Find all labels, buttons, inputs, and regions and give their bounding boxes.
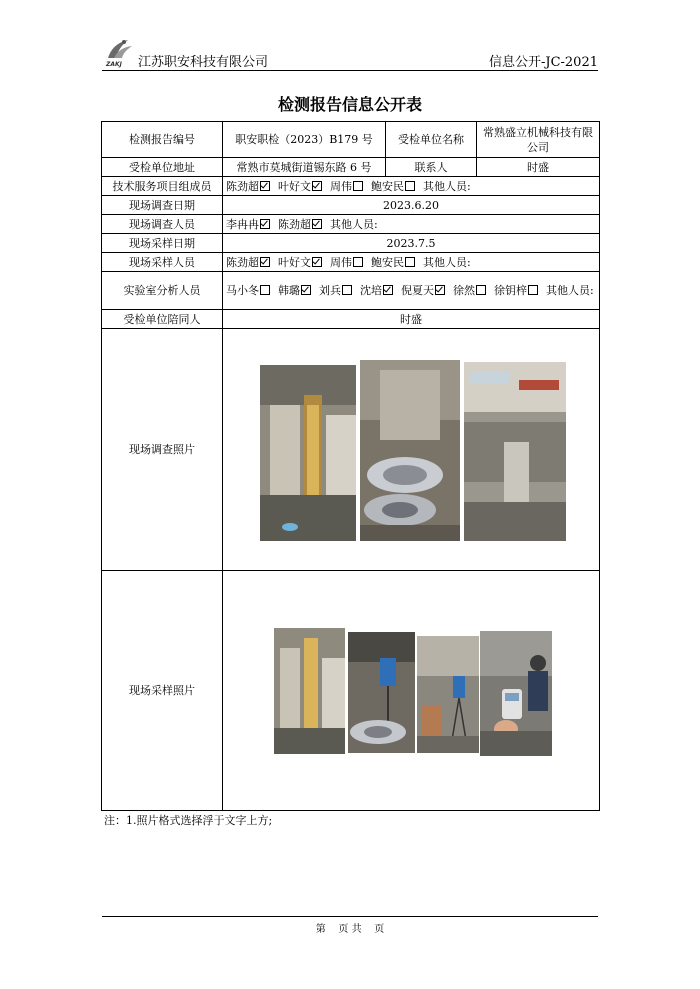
member-name: 周伟 <box>330 179 352 193</box>
survey-photo-workshop <box>464 362 566 541</box>
member-name: 徐然 <box>453 284 475 297</box>
team-members <box>223 177 600 196</box>
unchecked-checkbox[interactable] <box>353 257 363 267</box>
member-entry <box>360 284 395 297</box>
member-name: 鲍安民 <box>371 255 404 269</box>
sampling-photos-label: 现场采样照片 <box>102 571 223 811</box>
member-name: 叶好文 <box>278 179 311 193</box>
other-staff-label: 其他人员: <box>330 217 378 231</box>
member-entry <box>226 256 272 269</box>
member-entry <box>278 256 324 269</box>
member-entry <box>371 256 417 269</box>
escort-label: 受检单位陪同人 <box>102 310 223 329</box>
team-label: 技术服务项目组成员 <box>102 177 223 196</box>
member-name: 陈劲超 <box>278 217 311 231</box>
checked-checkbox[interactable] <box>312 257 322 267</box>
unchecked-checkbox[interactable] <box>342 285 352 295</box>
row-survey-photos <box>102 329 600 571</box>
lab-staff-label: 实验室分析人员 <box>102 272 223 310</box>
member-entry <box>226 218 272 231</box>
member-name: 徐钥梓 <box>494 284 527 297</box>
member-entry <box>226 180 272 193</box>
unchecked-checkbox[interactable] <box>405 257 415 267</box>
survey-staff-label: 现场调查人员 <box>102 215 223 234</box>
survey-date-label: 现场调查日期 <box>102 196 223 215</box>
address-label: 受检单位地址 <box>102 158 223 177</box>
company-name: 江苏职安科技有限公司 <box>138 55 269 70</box>
unchecked-checkbox[interactable] <box>405 181 415 191</box>
survey-photos-label: 现场调查照片 <box>102 329 223 571</box>
unchecked-checkbox[interactable] <box>353 181 363 191</box>
member-name: 陈劲超 <box>226 179 259 193</box>
footnote: 注：1.照片格式选择浮于文字上方; <box>104 814 273 827</box>
member-name: 鲍安民 <box>371 179 404 193</box>
checked-checkbox[interactable] <box>435 285 445 295</box>
member-name: 叶好文 <box>278 255 311 269</box>
member-name: 沈培 <box>360 284 382 297</box>
row-sampling-photos <box>102 571 600 811</box>
sampling-staff-label: 现场采样人员 <box>102 253 223 272</box>
member-entry <box>371 180 417 193</box>
row-escort <box>102 310 600 329</box>
member-entry <box>319 284 354 297</box>
client-value: 常熟盛立机械科技有限公司 <box>477 122 600 158</box>
row-lab-staff <box>102 272 600 310</box>
other-staff-label: 其他人员: <box>423 255 471 269</box>
sampling-date-value: 2023.7.5 <box>223 234 600 253</box>
page-header <box>102 36 598 71</box>
unchecked-checkbox[interactable] <box>476 285 486 295</box>
client-label: 受检单位名称 <box>386 122 477 158</box>
unchecked-checkbox[interactable] <box>528 285 538 295</box>
survey-date-value: 2023.6.20 <box>223 196 600 215</box>
member-name: 陈劲超 <box>226 255 259 269</box>
survey-photo-machinery <box>360 360 460 541</box>
checked-checkbox[interactable] <box>260 257 270 267</box>
member-name: 刘兵 <box>319 284 341 297</box>
row-sampling-date <box>102 234 600 253</box>
contact-label: 联系人 <box>386 158 477 177</box>
row-survey-date <box>102 196 600 215</box>
other-staff-label: 其他人员: <box>546 284 594 297</box>
row-team <box>102 177 600 196</box>
lab-staff-members <box>223 272 600 310</box>
member-name: 周伟 <box>330 255 352 269</box>
checked-checkbox[interactable] <box>312 181 322 191</box>
logo-text: ZAKJ <box>106 61 122 68</box>
survey-photos-cell <box>223 329 600 571</box>
checked-checkbox[interactable] <box>312 219 322 229</box>
member-entry <box>226 284 272 297</box>
unchecked-checkbox[interactable] <box>260 285 270 295</box>
member-entry <box>494 284 540 297</box>
member-name: 倪夏天 <box>401 284 434 297</box>
escort-value: 时盛 <box>223 310 600 329</box>
report-no-label: 检测报告编号 <box>102 122 223 158</box>
survey-photo-gate <box>260 365 356 541</box>
member-entry <box>330 180 365 193</box>
checked-checkbox[interactable] <box>301 285 311 295</box>
sampling-date-label: 现场采样日期 <box>102 234 223 253</box>
address-value: 常熟市莫城街道锡东路 6 号 <box>223 158 386 177</box>
survey-staff-members <box>223 215 600 234</box>
checked-checkbox[interactable] <box>383 285 393 295</box>
sampling-staff-members <box>223 253 600 272</box>
report-no-value: 职安职检（2023）B179 号 <box>223 122 386 158</box>
member-entry <box>278 218 324 231</box>
sampling-photo-instrument <box>348 632 415 753</box>
member-name: 马小冬 <box>226 284 259 297</box>
info-table <box>101 121 600 811</box>
row-report-no <box>102 122 600 158</box>
page-footer: 第 页 共 页 <box>315 924 385 935</box>
checked-checkbox[interactable] <box>260 219 270 229</box>
member-name: 李冉冉 <box>226 217 259 231</box>
contact-value: 时盛 <box>477 158 600 177</box>
member-entry <box>278 284 313 297</box>
other-staff-label: 其他人员: <box>423 179 471 193</box>
member-entry <box>401 284 447 297</box>
member-name: 韩璐 <box>278 284 300 297</box>
row-sampling-staff <box>102 253 600 272</box>
sampling-photo-gate <box>274 628 345 754</box>
sampling-photos-cell <box>223 571 600 811</box>
sampling-photo-tripod <box>417 636 479 753</box>
footer-divider <box>102 916 598 917</box>
row-survey-staff <box>102 215 600 234</box>
row-address <box>102 158 600 177</box>
sampling-photo-meter <box>480 631 552 756</box>
checked-checkbox[interactable] <box>260 181 270 191</box>
page-title: 检测报告信息公开表 <box>277 95 422 114</box>
member-entry <box>278 180 324 193</box>
document-code: 信息公开-JC-2021 <box>488 55 598 70</box>
member-entry <box>330 256 365 269</box>
member-entry <box>453 284 488 297</box>
